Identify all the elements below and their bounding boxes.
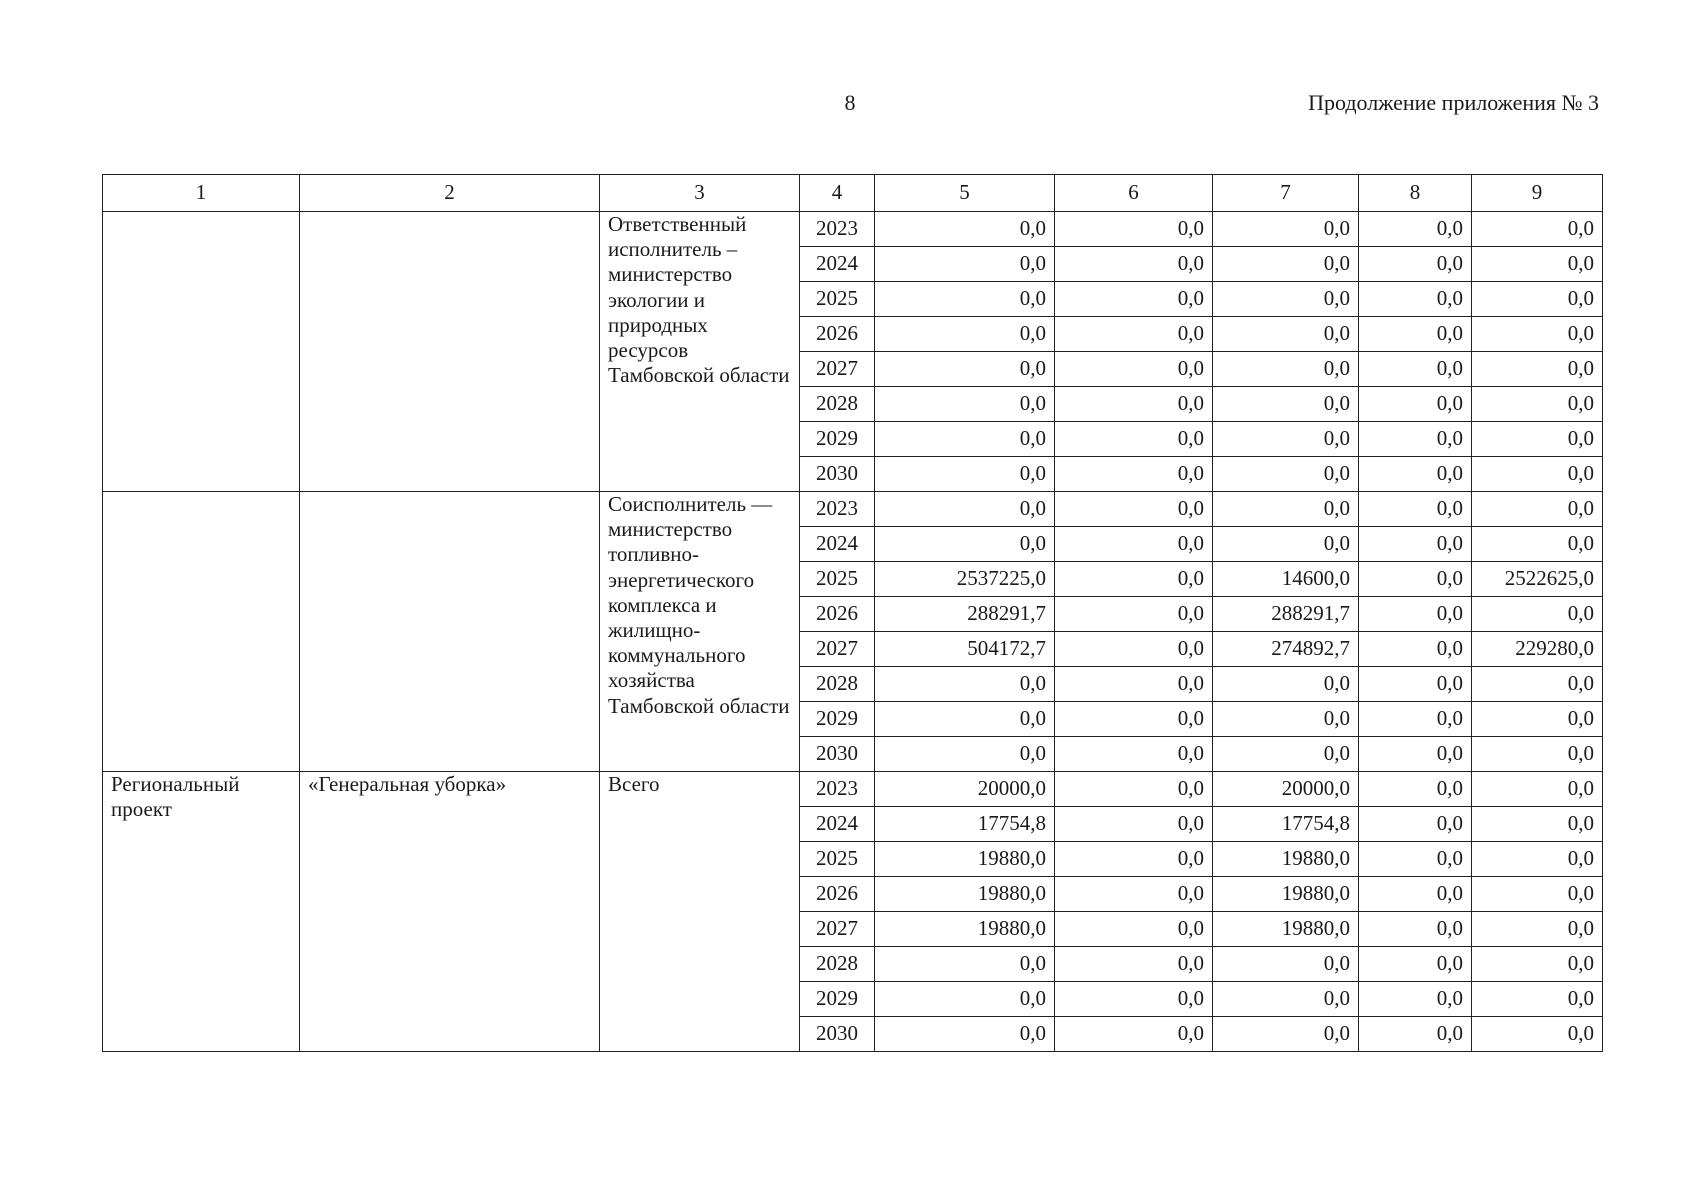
year-cell: 2030 [800,457,875,492]
value-cell-c5: 0,0 [875,947,1055,982]
page-number: 8 [844,90,856,115]
value-cell-c7: 274892,7 [1213,632,1359,667]
value-cell-c6: 0,0 [1055,597,1213,632]
value-cell-c6: 0,0 [1055,527,1213,562]
year-cell: 2026 [800,317,875,352]
value-cell-c7: 0,0 [1213,982,1359,1017]
year-cell: 2026 [800,597,875,632]
value-cell-c9: 0,0 [1472,982,1603,1017]
group-name-cell [300,212,600,492]
appendix-continuation-note: Продолжение приложения № 3 [1308,90,1599,115]
value-cell-c6: 0,0 [1055,352,1213,387]
year-cell: 2024 [800,807,875,842]
value-cell-c9: 0,0 [1472,877,1603,912]
value-cell-c5: 19880,0 [875,842,1055,877]
year-cell: 2029 [800,702,875,737]
value-cell-c7: 0,0 [1213,247,1359,282]
value-cell-c9: 0,0 [1472,247,1603,282]
value-cell-c7: 288291,7 [1213,597,1359,632]
year-cell: 2025 [800,842,875,877]
value-cell-c7: 0,0 [1213,387,1359,422]
column-header-4: 4 [800,175,875,212]
value-cell-c8: 0,0 [1359,947,1472,982]
value-cell-c7: 0,0 [1213,212,1359,247]
value-cell-c5: 17754,8 [875,807,1055,842]
value-cell-c7: 0,0 [1213,702,1359,737]
value-cell-c9: 0,0 [1472,772,1603,807]
value-cell-c7: 19880,0 [1213,842,1359,877]
value-cell-c7: 20000,0 [1213,772,1359,807]
value-cell-c8: 0,0 [1359,282,1472,317]
value-cell-c8: 0,0 [1359,492,1472,527]
value-cell-c8: 0,0 [1359,807,1472,842]
table-header [103,175,1603,212]
value-cell-c7: 0,0 [1213,422,1359,457]
value-cell-c5: 288291,7 [875,597,1055,632]
group-executor-cell: Всего [600,772,800,1052]
value-cell-c6: 0,0 [1055,947,1213,982]
value-cell-c9: 229280,0 [1472,632,1603,667]
group-name-cell [300,492,600,772]
year-cell: 2028 [800,387,875,422]
value-cell-c9: 0,0 [1472,387,1603,422]
value-cell-c8: 0,0 [1359,457,1472,492]
value-cell-c6: 0,0 [1055,667,1213,702]
header-row [103,175,1603,212]
value-cell-c6: 0,0 [1055,492,1213,527]
value-cell-c9: 0,0 [1472,737,1603,772]
value-cell-c8: 0,0 [1359,912,1472,947]
value-cell-c9: 0,0 [1472,702,1603,737]
year-cell: 2027 [800,632,875,667]
group-executor-cell: Ответственный исполнитель – министерство экологии и природных ресурсов Тамбовской области [600,212,800,492]
value-cell-c9: 0,0 [1472,317,1603,352]
value-cell-c8: 0,0 [1359,247,1472,282]
column-header-6: 6 [1055,175,1213,212]
group-name-cell: «Генеральная уборка» [300,772,600,1052]
value-cell-c5: 0,0 [875,282,1055,317]
value-cell-c5: 0,0 [875,702,1055,737]
value-cell-c5: 0,0 [875,317,1055,352]
value-cell-c5: 2537225,0 [875,562,1055,597]
value-cell-c9: 0,0 [1472,597,1603,632]
table-row [103,772,1603,807]
value-cell-c6: 0,0 [1055,737,1213,772]
value-cell-c6: 0,0 [1055,912,1213,947]
value-cell-c5: 0,0 [875,352,1055,387]
value-cell-c5: 19880,0 [875,877,1055,912]
value-cell-c8: 0,0 [1359,422,1472,457]
value-cell-c6: 0,0 [1055,562,1213,597]
value-cell-c7: 17754,8 [1213,807,1359,842]
value-cell-c7: 0,0 [1213,352,1359,387]
value-cell-c8: 0,0 [1359,527,1472,562]
column-header-1: 1 [103,175,300,212]
value-cell-c9: 0,0 [1472,1017,1603,1052]
value-cell-c8: 0,0 [1359,1017,1472,1052]
value-cell-c5: 0,0 [875,737,1055,772]
value-cell-c9: 0,0 [1472,282,1603,317]
value-cell-c9: 0,0 [1472,422,1603,457]
group-section-cell: Региональный проект [103,772,300,1052]
value-cell-c9: 2522625,0 [1472,562,1603,597]
value-cell-c6: 0,0 [1055,387,1213,422]
value-cell-c6: 0,0 [1055,807,1213,842]
value-cell-c5: 0,0 [875,982,1055,1017]
value-cell-c8: 0,0 [1359,212,1472,247]
year-cell: 2029 [800,422,875,457]
value-cell-c5: 0,0 [875,247,1055,282]
value-cell-c8: 0,0 [1359,597,1472,632]
value-cell-c9: 0,0 [1472,492,1603,527]
value-cell-c8: 0,0 [1359,737,1472,772]
value-cell-c5: 20000,0 [875,772,1055,807]
value-cell-c8: 0,0 [1359,352,1472,387]
year-cell: 2023 [800,492,875,527]
value-cell-c8: 0,0 [1359,667,1472,702]
value-cell-c6: 0,0 [1055,317,1213,352]
value-cell-c7: 14600,0 [1213,562,1359,597]
year-cell: 2024 [800,527,875,562]
value-cell-c8: 0,0 [1359,387,1472,422]
value-cell-c8: 0,0 [1359,317,1472,352]
value-cell-c9: 0,0 [1472,947,1603,982]
column-header-3: 3 [600,175,800,212]
year-cell: 2030 [800,1017,875,1052]
value-cell-c8: 0,0 [1359,632,1472,667]
value-cell-c6: 0,0 [1055,772,1213,807]
year-cell: 2023 [800,212,875,247]
value-cell-c6: 0,0 [1055,457,1213,492]
year-cell: 2027 [800,912,875,947]
value-cell-c5: 0,0 [875,527,1055,562]
value-cell-c6: 0,0 [1055,842,1213,877]
value-cell-c5: 0,0 [875,422,1055,457]
value-cell-c6: 0,0 [1055,982,1213,1017]
value-cell-c5: 0,0 [875,667,1055,702]
table-row [103,212,1603,247]
year-cell: 2026 [800,877,875,912]
year-cell: 2028 [800,947,875,982]
value-cell-c6: 0,0 [1055,1017,1213,1052]
year-cell: 2024 [800,247,875,282]
value-cell-c6: 0,0 [1055,702,1213,737]
value-cell-c8: 0,0 [1359,982,1472,1017]
value-cell-c9: 0,0 [1472,912,1603,947]
column-header-7: 7 [1213,175,1359,212]
value-cell-c7: 0,0 [1213,492,1359,527]
column-header-2: 2 [300,175,600,212]
value-cell-c8: 0,0 [1359,842,1472,877]
value-cell-c5: 504172,7 [875,632,1055,667]
value-cell-c8: 0,0 [1359,877,1472,912]
table-body [103,212,1603,1052]
value-cell-c8: 0,0 [1359,702,1472,737]
value-cell-c7: 0,0 [1213,737,1359,772]
value-cell-c8: 0,0 [1359,562,1472,597]
value-cell-c7: 0,0 [1213,457,1359,492]
year-cell: 2030 [800,737,875,772]
value-cell-c9: 0,0 [1472,212,1603,247]
value-cell-c9: 0,0 [1472,527,1603,562]
column-header-8: 8 [1359,175,1472,212]
value-cell-c9: 0,0 [1472,352,1603,387]
year-cell: 2029 [800,982,875,1017]
group-executor-cell: Соисполнитель — министерство топливно-энергетического комплекса и жилищно-коммунального хозяйства Тамбовской области [600,492,800,772]
value-cell-c6: 0,0 [1055,212,1213,247]
value-cell-c7: 19880,0 [1213,877,1359,912]
value-cell-c6: 0,0 [1055,422,1213,457]
value-cell-c8: 0,0 [1359,772,1472,807]
value-cell-c6: 0,0 [1055,282,1213,317]
value-cell-c7: 0,0 [1213,317,1359,352]
value-cell-c9: 0,0 [1472,457,1603,492]
budget-table [102,174,1603,1052]
value-cell-c7: 0,0 [1213,282,1359,317]
value-cell-c5: 0,0 [875,457,1055,492]
value-cell-c9: 0,0 [1472,807,1603,842]
value-cell-c7: 0,0 [1213,1017,1359,1052]
value-cell-c7: 0,0 [1213,947,1359,982]
value-cell-c7: 19880,0 [1213,912,1359,947]
value-cell-c9: 0,0 [1472,842,1603,877]
value-cell-c5: 0,0 [875,387,1055,422]
group-section-cell [103,212,300,492]
value-cell-c5: 19880,0 [875,912,1055,947]
value-cell-c7: 0,0 [1213,667,1359,702]
group-section-cell [103,492,300,772]
value-cell-c6: 0,0 [1055,632,1213,667]
year-cell: 2028 [800,667,875,702]
value-cell-c6: 0,0 [1055,247,1213,282]
year-cell: 2025 [800,562,875,597]
value-cell-c5: 0,0 [875,1017,1055,1052]
year-cell: 2025 [800,282,875,317]
value-cell-c6: 0,0 [1055,877,1213,912]
column-header-5: 5 [875,175,1055,212]
year-cell: 2027 [800,352,875,387]
value-cell-c5: 0,0 [875,492,1055,527]
column-header-9: 9 [1472,175,1603,212]
value-cell-c7: 0,0 [1213,527,1359,562]
year-cell: 2023 [800,772,875,807]
value-cell-c5: 0,0 [875,212,1055,247]
table-row [103,492,1603,527]
value-cell-c9: 0,0 [1472,667,1603,702]
